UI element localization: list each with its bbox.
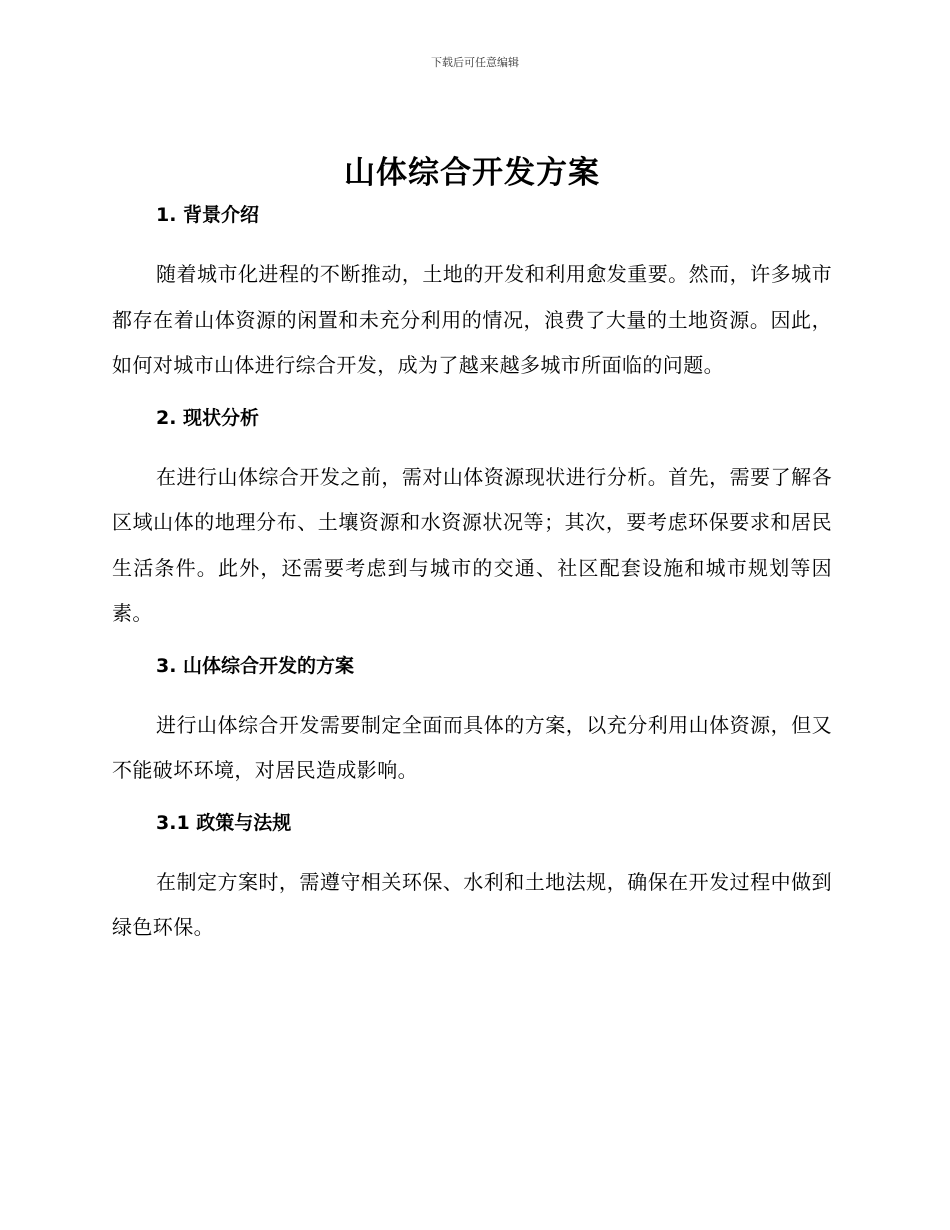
- section-paragraph-background: 随着城市化进程的不断推动，土地的开发和利用愈发重要。然而，许多城市都存在着山体资源的闲置和未充分利用的情况，浪费了大量的土地资源。因此，如何对城市山体进行综合开发，成为了越来越多城市所面临的问题。: [112, 262, 832, 377]
- document-title: 山体综合开发方案: [344, 155, 600, 191]
- document-body: [112, 150, 832, 965]
- section-paragraph-development-plan: 进行山体综合开发需要制定全面而具体的方案，以充分利用山体资源，但又不能破坏环境，对居民造成影响。: [112, 712, 832, 782]
- section-heading-background: 1. 背景介绍: [156, 204, 260, 226]
- section-heading-status-analysis: 2. 现状分析: [156, 406, 260, 429]
- section-heading-development-plan: 3. 山体综合开发的方案: [156, 654, 355, 677]
- section-paragraph-status-analysis: 在进行山体综合开发之前，需对山体资源现状进行分析。首先，需要了解各区域山体的地理分布、土壤资源和水资源状况等；其次，要考虑环保要求和居民生活条件。此外，还需要考虑到与城市的交通、社区配套设施和城市规划等因素。: [112, 464, 832, 625]
- section-paragraph-policy-regulation: 在制定方案时，需遵守相关环保、水利和土地法规，确保在开发过程中做到绿色环保。: [112, 869, 832, 939]
- section-heading-policy-regulation: 3.1 政策与法规: [156, 811, 292, 834]
- header-note: 下载后可任意编辑: [431, 56, 519, 69]
